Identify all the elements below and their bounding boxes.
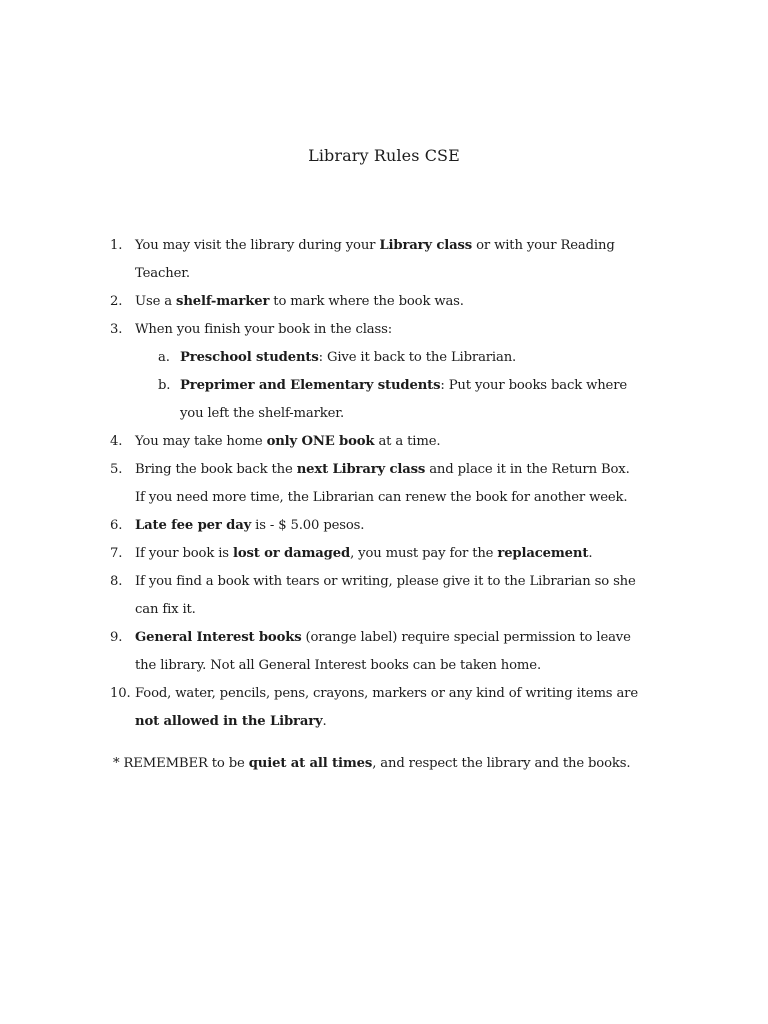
rule-number: 7.: [110, 546, 123, 561]
rule-line: [110, 484, 710, 512]
text-run: to mark where the book was.: [269, 294, 464, 309]
bold-text: Preprimer and Elementary students: [180, 378, 441, 393]
text-run: : Put your books back where: [440, 378, 628, 393]
text-run: * REMEMBER to be: [113, 756, 249, 771]
rules-list: [110, 232, 710, 736]
text-run: When you finish your book in the class:: [135, 322, 393, 337]
text-run: You may take home: [135, 434, 267, 449]
bold-text: only ONE book: [266, 434, 375, 449]
rule-number: 10.: [110, 686, 131, 701]
rule-number: 3.: [110, 322, 123, 337]
rule-line: [110, 428, 710, 456]
rule-line: [110, 568, 710, 596]
text-run: If you need more time, the Librarian can renew the book for another week.: [135, 490, 628, 505]
text-run: is - $ 5.00 pesos.: [251, 518, 365, 533]
rule-subitem-line: [110, 344, 710, 372]
text-run: , you must pay for the: [350, 546, 498, 561]
rule-number: 8.: [110, 574, 123, 589]
bold-text: Late fee per day: [135, 518, 252, 533]
text-run: Use a: [135, 294, 177, 309]
document-title: Library Rules CSE: [308, 146, 460, 165]
rule-line: [110, 260, 710, 288]
bold-text: not allowed in the Library: [135, 714, 323, 729]
rule-line: [110, 512, 710, 540]
rule-line: [110, 652, 710, 680]
bold-text: next Library class: [296, 462, 426, 477]
text-run: you left the shelf-marker.: [180, 406, 345, 421]
rule-number: 5.: [110, 462, 123, 477]
rule-subitem-line: [110, 400, 710, 428]
text-run: .: [588, 546, 593, 561]
text-run: can fix it.: [135, 602, 196, 617]
rule-subitem-line: [110, 372, 710, 400]
rule-line: [110, 624, 710, 652]
text-run: You may visit the library during your: [135, 238, 380, 253]
text-run: or with your Reading: [472, 238, 615, 253]
text-run: Teacher.: [135, 266, 190, 281]
text-run: Bring the book back the: [135, 462, 297, 477]
bold-text: General Interest books: [135, 630, 302, 645]
rule-line: [110, 456, 710, 484]
bold-text: lost or damaged: [232, 546, 351, 561]
rule-line: [110, 680, 710, 708]
rule-line: [110, 288, 710, 316]
rule-number: 9.: [110, 630, 123, 645]
rule-line: [110, 540, 710, 568]
text-run: at a time.: [374, 434, 441, 449]
subitem-letter: b.: [158, 378, 171, 393]
bold-text: Library class: [379, 238, 473, 253]
remember-note: [113, 750, 630, 778]
text-run: If your book is: [135, 546, 233, 561]
text-run: , and respect the library and the books.: [372, 756, 631, 771]
text-run: the library. Not all General Interest books can be taken home.: [135, 658, 541, 673]
rule-line: [110, 232, 710, 260]
rule-number: 4.: [110, 434, 123, 449]
text-run: : Give it back to the Librarian.: [318, 350, 517, 365]
rule-number: 1.: [110, 238, 123, 253]
text-run: (orange label) require special permission to leave: [301, 630, 631, 645]
text-run: and place it in the Return Box.: [425, 462, 630, 477]
bold-text: quiet at all times: [248, 756, 373, 771]
text-run: Food, water, pencils, pens, crayons, markers or any kind of writing items are: [135, 686, 638, 701]
text-run: .: [322, 714, 327, 729]
bold-text: shelf-marker: [176, 294, 270, 309]
rule-number: 6.: [110, 518, 123, 533]
subitem-letter: a.: [158, 350, 170, 365]
rule-number: 2.: [110, 294, 123, 309]
rule-line: [110, 316, 710, 344]
rule-line: [110, 708, 710, 736]
rule-line: [110, 596, 710, 624]
bold-text: replacement: [497, 546, 589, 561]
bold-text: Preschool students: [180, 350, 319, 365]
text-run: If you find a book with tears or writing, please give it to the Librarian so she: [135, 574, 636, 589]
